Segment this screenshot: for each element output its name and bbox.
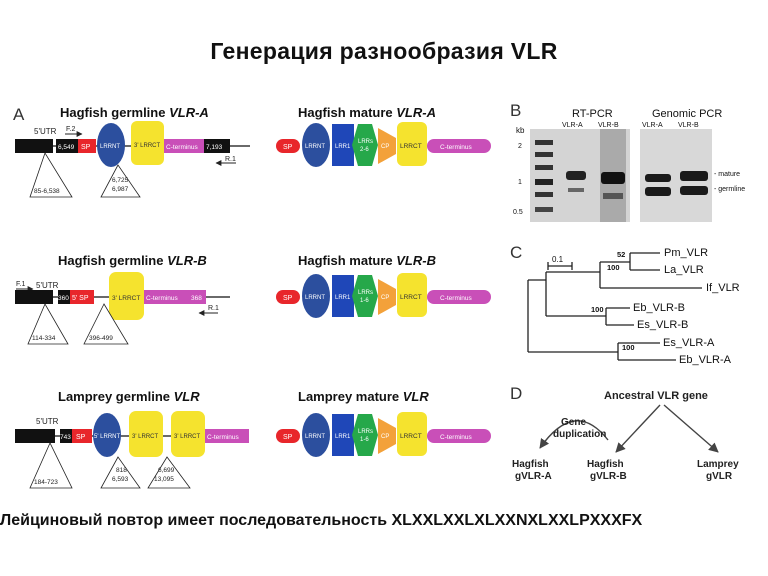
gel-band (601, 172, 625, 184)
ladder-label: 1 (518, 179, 522, 186)
mature-band-label: - mature (714, 171, 741, 178)
tree-leaf: Es_VLR-A (663, 337, 715, 349)
lrrv-label: LRRs (358, 429, 374, 435)
lrrct-label: LRRCT (400, 143, 422, 150)
scale-label: 0.1 (552, 255, 564, 264)
panel-a-letter: A (13, 105, 25, 124)
lrrv-hexagon (352, 414, 378, 456)
panel-d-letter: D (510, 384, 523, 403)
leaf-lamprey: gVLR (706, 471, 733, 482)
hagfish-mature-vlr-b (276, 253, 491, 318)
lamprey-mature-vlr (276, 389, 491, 457)
leaf-hagfish-a: Hagfish (512, 459, 549, 470)
sp-label: SP (283, 434, 293, 441)
lrrv-hexagon (352, 275, 378, 317)
gel-band (566, 171, 586, 180)
lrrv-range: 1-6 (360, 437, 369, 443)
lrrv-range: 1-6 (360, 298, 369, 304)
primer-r1-label: R.1 (225, 156, 236, 163)
sp-label: SP (283, 144, 293, 151)
lrrct-label: 3' LRRCT (112, 295, 141, 302)
ladder-band (535, 165, 553, 170)
tree-leaf: Eb_VLR-A (679, 354, 731, 366)
hagfish-germline-vlr-b (15, 253, 230, 344)
gel-band (680, 171, 708, 181)
ladder-band (535, 152, 553, 157)
arrow-to-gvlr-b (616, 405, 660, 452)
position-label: 360 (58, 295, 69, 302)
lrrct-label: 3' LRRCT (174, 434, 201, 440)
panel-d-diagram (510, 384, 739, 482)
lane-label: VLR-B (598, 122, 619, 129)
lane-label: VLR-A (562, 122, 583, 129)
ladder-label: 2 (518, 143, 522, 150)
lane-label: VLR-A (642, 122, 663, 129)
cp-label: CP (381, 434, 390, 440)
tree-leaf: Es_VLR-B (637, 319, 689, 331)
utr-block (15, 139, 53, 153)
position-label: 368 (191, 295, 202, 302)
bootstrap-value: 100 (607, 263, 620, 272)
row1-left-heading: Hagfish germline VLR-A (60, 105, 209, 120)
triangle-label: 6,593 (112, 476, 129, 483)
c-terminus-label: C-terminus (440, 434, 472, 441)
ladder-label: 0.5 (513, 209, 523, 216)
hagfish-germline-vlr-a (15, 105, 250, 197)
tree-leaf: Eb_VLR-B (633, 302, 685, 314)
bootstrap-value: 100 (591, 305, 604, 314)
panel-b-gel (510, 101, 745, 222)
c-terminus-label: C-terminus (440, 295, 472, 302)
sp-label: SP (81, 144, 91, 151)
rt-pcr-label: RT-PCR (572, 108, 613, 120)
ladder-band (535, 179, 553, 185)
lrrct-label: 3' LRRCT (132, 434, 159, 440)
triangle-label: 6,987 (112, 186, 129, 193)
gel-band (603, 193, 623, 199)
triangle-label: 396-499 (89, 335, 113, 342)
ladder-band (535, 140, 553, 145)
lrr1-label: LRR1 (335, 144, 351, 150)
tree-leaf: If_VLR (706, 282, 740, 294)
c-terminus-label: C-terminus (166, 144, 198, 151)
lamprey-germline-vlr (15, 389, 249, 488)
gel-band (568, 188, 584, 192)
ladder-band (535, 207, 553, 212)
triangle-label: 85-6,538 (34, 188, 60, 195)
triangle-label: 184-723 (34, 479, 58, 486)
triangle-label: 6,725 (112, 177, 129, 184)
utr-block (15, 429, 55, 443)
leaf-hagfish-b: Hagfish (587, 459, 624, 470)
gel-band (645, 174, 671, 182)
gel-band (645, 187, 671, 196)
sp-label: SP (283, 295, 293, 302)
leaf-lamprey: Lamprey (697, 459, 739, 470)
primer-f1-label: F.1 (16, 281, 26, 288)
row2-right-heading: Hagfish mature VLR-B (298, 253, 436, 268)
triangle-label: 6,699 (158, 467, 175, 474)
cp-label: CP (381, 295, 390, 301)
utr-label: 5'UTR (36, 417, 59, 426)
position-label: 743 (60, 434, 71, 441)
lrrct-label: 3' LRRCT (134, 143, 161, 149)
germline-band-label: - germline (714, 186, 746, 193)
lrrct-label: LRRCT (400, 433, 422, 440)
lrrnt-label: LRRNT (305, 144, 326, 150)
triangle-label: 13,095 (154, 476, 174, 483)
tree-leaf: Pm_VLR (664, 247, 709, 259)
panel-b-letter: B (510, 101, 522, 120)
duplication-label: Gene (561, 417, 587, 428)
c-terminus-label: C-terminus (207, 434, 239, 441)
lrrct-label: LRRCT (400, 294, 422, 301)
caption-text: Лейциновый повтор имеет последовательность XLXXLXXLXLXXNXLXXLPXXXFX (0, 512, 643, 529)
bootstrap-value: 100 (622, 343, 635, 352)
c-terminus-label: C-terminus (440, 144, 472, 151)
lrrnt-label: LRRNT (100, 144, 121, 150)
bootstrap-value: 52 (617, 250, 626, 259)
lrrnt-label: LRRNT (305, 295, 326, 301)
row3-right-heading: Lamprey mature VLR (298, 389, 429, 404)
page-title: Генерация разнообразия VLR (210, 38, 558, 64)
lrrv-range: 2-6 (360, 147, 369, 153)
tree-leaf: La_VLR (664, 264, 704, 276)
position-label: 7,193 (206, 144, 223, 151)
leaf-hagfish-a: gVLR-A (515, 471, 552, 482)
genomic-pcr-label: Genomic PCR (652, 108, 723, 120)
ladder-band (535, 192, 553, 197)
leaf-hagfish-b: gVLR-B (590, 471, 627, 482)
duplication-label: duplication (553, 429, 607, 440)
triangle-label: 818 (116, 467, 127, 474)
utr-label: 5'UTR (36, 281, 59, 290)
c-terminus-label: C-terminus (146, 295, 178, 302)
row3-left-heading: Lamprey germline VLR (58, 389, 200, 404)
arrow-to-lamprey (664, 405, 718, 452)
lane-label: VLR-B (678, 122, 699, 129)
lrr1-label: LRR1 (335, 434, 351, 440)
lrrv-label: LRRs (358, 139, 374, 145)
lrrv-label: LRRs (358, 290, 374, 296)
sp-label: SP (76, 434, 86, 441)
primer-r1-label: R.1 (208, 305, 219, 312)
row2-left-heading: Hagfish germline VLR-B (58, 253, 207, 268)
gel-band (680, 186, 708, 195)
row1-right-heading: Hagfish mature VLR-A (298, 105, 436, 120)
ancestral-gene-label: Ancestral VLR gene (604, 390, 708, 402)
sp-label: 5' SP (72, 295, 89, 302)
lrrnt-label: 5' LRRNT (94, 434, 121, 440)
utr-label: 5'UTR (34, 127, 57, 136)
primer-f2-label: F.2 (66, 126, 76, 133)
lrr1-label: LRR1 (335, 295, 351, 301)
kb-label: kb (516, 126, 525, 135)
position-label: 6,549 (58, 144, 75, 151)
utr-block (15, 290, 53, 304)
lrrnt-label: LRRNT (305, 434, 326, 440)
cp-label: CP (381, 144, 390, 150)
lrrv-hexagon (352, 124, 378, 166)
triangle-label: 114-334 (32, 335, 56, 342)
panel-c-letter: C (510, 243, 523, 262)
hagfish-mature-vlr-a (276, 105, 491, 167)
